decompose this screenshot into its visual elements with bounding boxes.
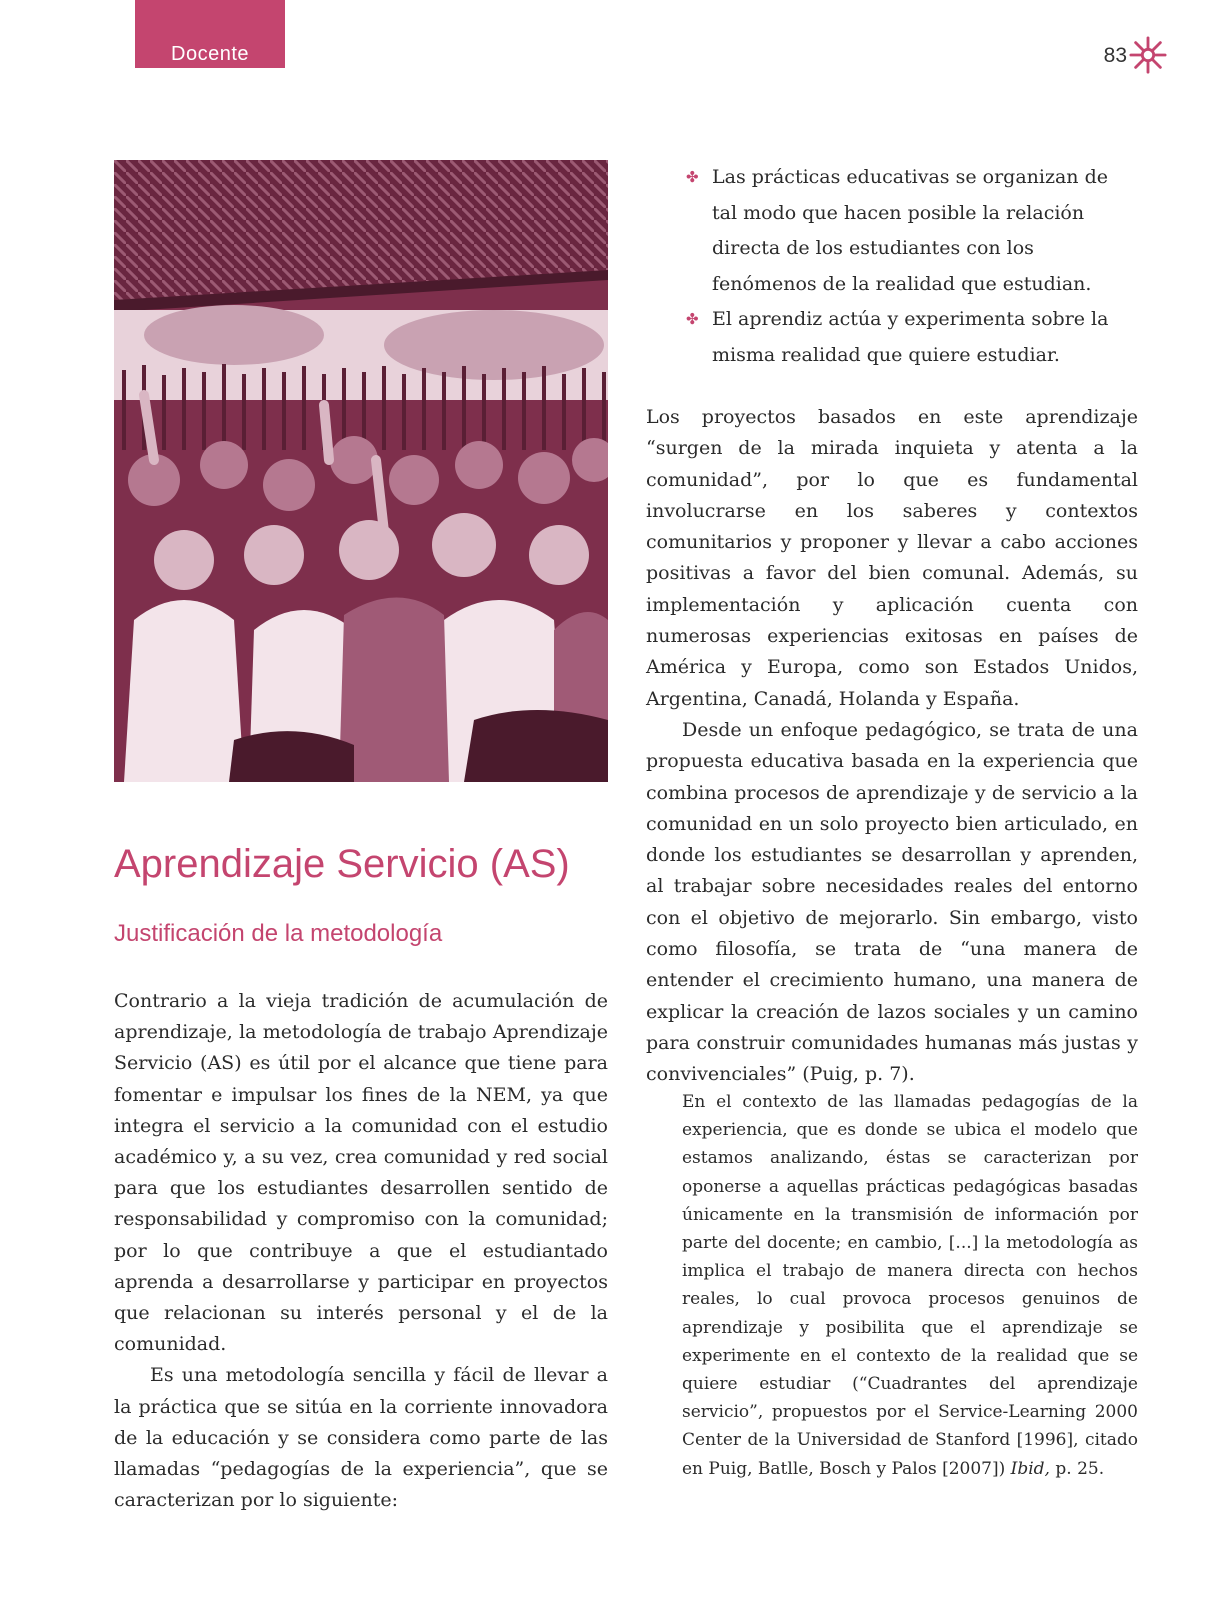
quote-text: En el contexto de las llamadas pedagogías de la experiencia, que es donde se ubica el modelo que estamos analizando, éstas se caracterizan por oponerse a aquellas prácticas pedagógicas basadas únicamente en la transmisión de información por parte del docente; en cambio, [...] la metodología as implica el trabajo de manera directa con hechos reales, lo cual provoca procesos genuinos de aprendizaje y posibilita que el aprendizaje se experimente en el contexto de la realidad que se quiere estudiar (“Cuadrantes del aprendizaje servicio”, propuestos por el Service-Learning 2000 Center de la Universidad de Stanford [1996], citado en Puig, Batlle, Bosch y Palos [2007]) <box>682 1092 1138 1479</box>
paragraph: Los proyectos basados en este aprendizaje “surgen de la mirada inquieta y atenta a la comunidad”, por lo que es fundamental involucrarse en los saberes y contextos comunitarios y proponer y llevar a cabo acciones positivas a favor del bien comunal. Además, su implementación y aplicación cuenta con numerosas experiencias exitosas en países de América y Europa, como son Estados Unidos, Argentina, Canadá, Holanda y España. <box>646 406 1138 710</box>
list-item <box>686 160 1126 302</box>
section-tab-label: Docente <box>171 43 249 65</box>
paragraph-text: , ya que integra el servicio a la comunidad con el estudio académico y, a su vez, crea comunidad y red social para que los estudiantes desarrollen sentido de responsabilidad y compromiso con la comunidad; por lo que contribuye a que el estudiantado aprenda a desarrollarse y participar en proyectos que relacionan su interés personal y el de la comunidad. <box>114 1083 609 1356</box>
characteristics-list <box>686 160 1126 373</box>
section-title: Aprendizaje Servicio (AS) <box>114 842 570 886</box>
left-column-text <box>114 986 608 1516</box>
quote-reference: p. 25. <box>1049 1458 1105 1479</box>
section-subtitle: Justificación de la metodología <box>114 920 443 947</box>
section-tab <box>135 0 285 68</box>
paragraph <box>114 986 608 1360</box>
paragraph: Es una metodología sencilla y fácil de llevar a la práctica que se sitúa en la corriente innovadora de la educación y se considera como parte de las llamadas “pedagogías de la experiencia”, que se caracterizan por lo siguiente: <box>114 1364 608 1512</box>
right-column-text <box>646 402 1138 1091</box>
community-meeting-photo <box>114 160 608 782</box>
photo-illustration <box>114 160 608 782</box>
bullet-flower-icon: ✤ <box>686 310 699 328</box>
quote-ibid: Ibid, <box>1010 1458 1050 1479</box>
list-item-text: El aprendiz actúa y experimenta sobre la misma realidad que quiere estudiar. <box>712 308 1109 366</box>
bullet-flower-icon: ✤ <box>686 168 699 186</box>
list-item <box>686 302 1126 373</box>
block-quote <box>682 1088 1138 1483</box>
paragraph-text: Contrario a la vieja tradición de acumulación de aprendizaje, la metodología de trabajo Aprendizaje Servicio (AS) es útil por el alcance que tiene para fomentar e impulsar los fines de la <box>114 990 608 1106</box>
paragraph: Desde un enfoque pedagógico, se trata de una propuesta educativa basada en la experiencia que combina procesos de aprendizaje y de servicio a la comunidad en un solo proyecto bien articulado, en donde los estudiantes se desarrollan y aprenden, al trabajar sobre necesidades reales del entorno con el objetivo de mejorarlo. Sin embargo, visto como filosofía, se trata de “una manera de entender el crecimiento humano, una manera de explicar la creación de lazos sociales y un camino para construir comunidades humanas más justas y convivenciales” (Puig, p. 7). <box>646 718 1138 1086</box>
abbreviation-nem: NEM <box>476 1083 526 1106</box>
asterisk-flower-icon <box>1129 36 1167 74</box>
list-item-text: Las prácticas educativas se organizan de tal modo que hacen posible la relación directa de los estudiantes con los fenómenos de la realidad que estudian. <box>712 166 1108 295</box>
page-number: 83 <box>1103 44 1127 67</box>
